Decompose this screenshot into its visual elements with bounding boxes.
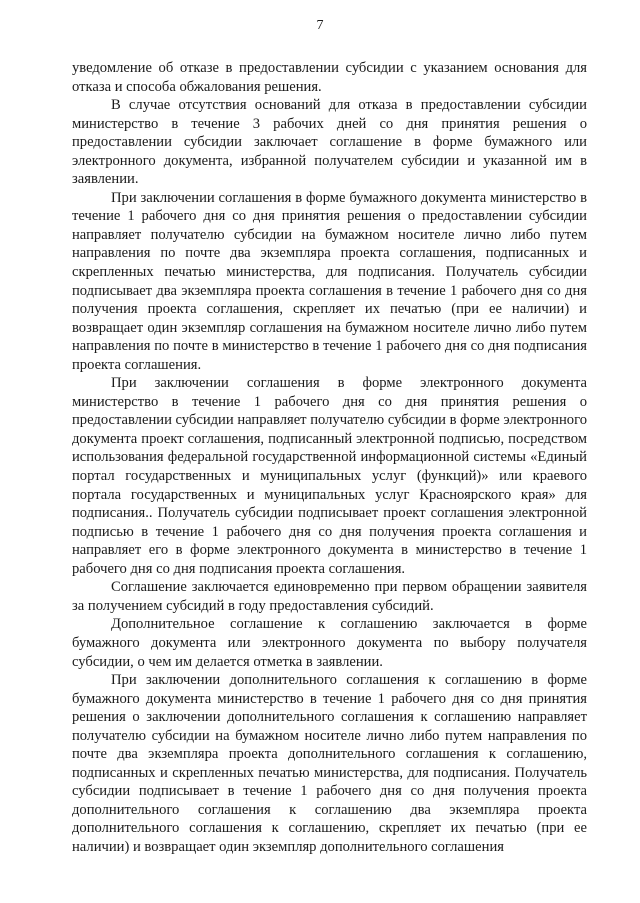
paragraph: Соглашение заключается единовременно при первом обращении заявителя за получением субсидий в году предоставления субсидий.	[72, 579, 587, 614]
paragraph: В случае отсутствия оснований для отказа в предоставлении субсидии министерство в течение 3 рабочих дней со дня принятия решения о предоставлении субсидии заключает соглашение в форме бумажного или электронного документа, избранной получателем субсидии и указанной им в заявлении.	[72, 97, 587, 188]
document-body	[72, 59, 587, 857]
paragraph: При заключении соглашения в форме бумажного документа министерство в течение 1 рабочего дня со дня принятия решения о предоставлении субсидии направляет получателю субсидии на бумажном носителе лично либо путем направления по почте два экземпляра проекта соглашения, подписанных и скрепленных печатью министерства, для подписания. Получатель субсидии подписывает два экземпляра проекта соглашения в течение 1 рабочего дня со дня получения проекта соглашения, скрепляет их печатью (при ее наличии) и возвращает один экземпляр соглашения на бумажном носителе лично либо путем направления по почте в министерство в течение 1 рабочего дня со дня подписания проекта соглашения.	[72, 189, 587, 373]
paragraph: При заключении дополнительного соглашения к соглашению в форме бумажного документа министерство в течение 1 рабочего дня со дня принятия решения о заключении дополнительного соглашения к соглашению направляет получателю субсидии на бумажном носителе лично либо путем направления по почте два экземпляра проекта дополнительного соглашения к соглашению, подписанных и скрепленных печатью министерства, для подписания. Получатель субсидии подписывает в течение 1 рабочего дня со дня получения проекта дополнительного соглашения к соглашению два экземпляра проекта дополнительного соглашения к соглашению, скрепляет их печатью (при ее наличии) и возвращает один экземпляр дополнительного соглашения	[72, 672, 587, 855]
paragraph: Дополнительное соглашение к соглашению заключается в форме бумажного документа или электронного документа по выбору получателя субсидии, о чем им делается отметка в заявлении.	[72, 616, 587, 670]
paragraph: уведомление об отказе в предоставлении субсидии с указанием основания для отказа и способа обжалования решения.	[72, 60, 587, 95]
paragraph: При заключении соглашения в форме электронного документа министерство в течение 1 рабочего дня со дня принятия решения о предоставлении субсидии направляет получателю субсидии в форме электронного документа проект соглашения, подписанный электронной подписью, посредством использования федеральной государственной информационной системы «Единый портал государственных и муниципальных услуг (функций)» или краевого портала государственных и муниципальных услуг Красноярского края» для подписания.. Получатель субсидии подписывает проект соглашения электронной подписью в течение 1 рабочего дня со дня получения проекта соглашения и направляет его в форме электронного документа в министерство в течение 1 рабочего дня со дня подписания проекта соглашения.	[72, 375, 587, 577]
page-number: 7	[316, 18, 324, 33]
